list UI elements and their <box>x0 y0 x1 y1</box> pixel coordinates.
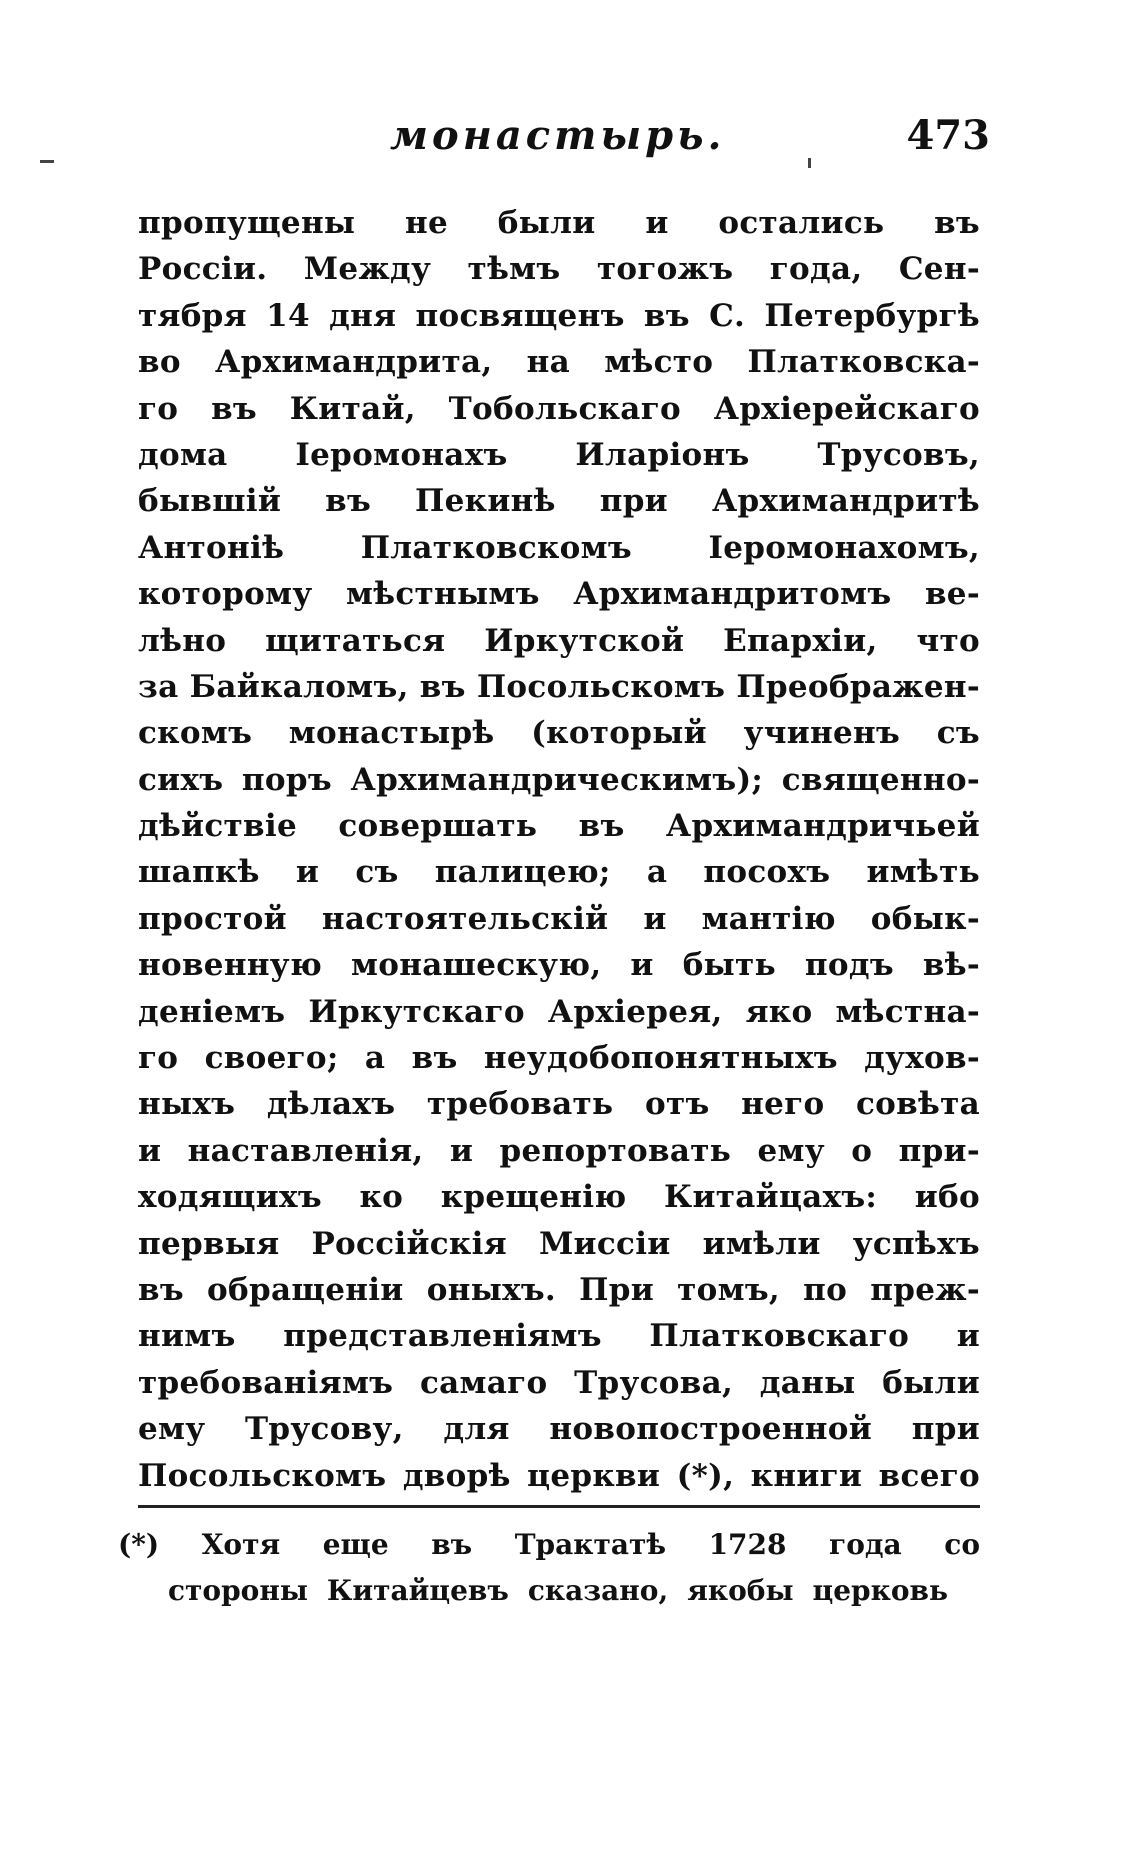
text-line: тября 14 дня посвященъ въ С. Петербургѣ <box>138 297 980 334</box>
text-line: первыя Россійскія Миссіи имѣли успѣхъ <box>138 1225 980 1262</box>
text-line: за Байкаломъ, въ Посольскомъ Преображен- <box>138 668 980 705</box>
footnote-divider <box>138 1505 980 1508</box>
text-line: новенную монашескую, и быть подъ вѣ- <box>138 947 980 984</box>
body-text <box>138 200 980 1499</box>
page-number: 473 <box>906 112 990 159</box>
text-line: бывшій въ Пекинѣ при Архимандритѣ <box>138 483 980 520</box>
text-line: деніемъ Иркутскаго Архіерея, яко мѣстна- <box>138 993 980 1030</box>
text-line: дѣйствіе совершать въ Архимандричьей <box>138 808 980 845</box>
text-line: пропущены не были и остались въ <box>138 205 980 241</box>
text-line: въ обращеніи оныхъ. При томъ, по преж- <box>138 1271 980 1308</box>
text-line: го въ Китай, Тобольскаго Архіерейскаго <box>138 390 980 427</box>
text-line: Антоніѣ Платковскомъ Іеромонахомъ, <box>138 529 980 566</box>
text-line: лѣно щитаться Иркутской Епархіи, что <box>138 622 980 659</box>
footnote-line: стороны Китайцевъ сказано, якобы церковь <box>168 1574 948 1607</box>
text-line: простой настоятельскій и мантію обык- <box>138 900 980 937</box>
page-header <box>130 112 990 172</box>
print-speck <box>808 158 811 168</box>
text-line: которому мѣстнымъ Архимандритомъ ве- <box>138 576 980 613</box>
footnote-line: (*) Хотя еще въ Трактатѣ 1728 года со <box>118 1528 980 1561</box>
text-line: Посольскомъ дворѣ церкви (*), книги всего <box>138 1457 980 1494</box>
text-line: во Архимандрита, на мѣсто Платковска- <box>138 344 980 381</box>
text-line: требованіямъ самаго Трусова, даны были <box>138 1364 980 1401</box>
text-line: ныхъ дѣлахъ требовать отъ него совѣта <box>138 1086 980 1123</box>
text-line: ему Трусову, для новопостроенной при <box>138 1411 980 1448</box>
text-line: Россіи. Между тѣмъ тогожъ года, Сен- <box>138 251 980 288</box>
print-speck <box>40 160 54 163</box>
text-line: шапкѣ и съ палицею; а посохъ имѣть <box>138 854 980 891</box>
text-line: ходящихъ ко крещенію Китайцахъ: ибо <box>138 1179 980 1216</box>
running-title: монастырь. <box>390 112 726 159</box>
text-line: скомъ монастырѣ (который учиненъ съ <box>138 715 980 752</box>
text-line: сихъ поръ Архимандрическимъ); священно- <box>138 761 980 798</box>
footnote <box>118 1522 980 1614</box>
text-line: нимъ представленіямъ Платковскаго и <box>138 1318 980 1355</box>
text-line: и наставленія, и репортовать ему о при- <box>138 1132 980 1169</box>
text-line: дома Іеромонахъ Иларіонъ Трусовъ, <box>138 436 980 473</box>
text-line: го своего; а въ неудобопонятныхъ духов- <box>138 1040 980 1077</box>
